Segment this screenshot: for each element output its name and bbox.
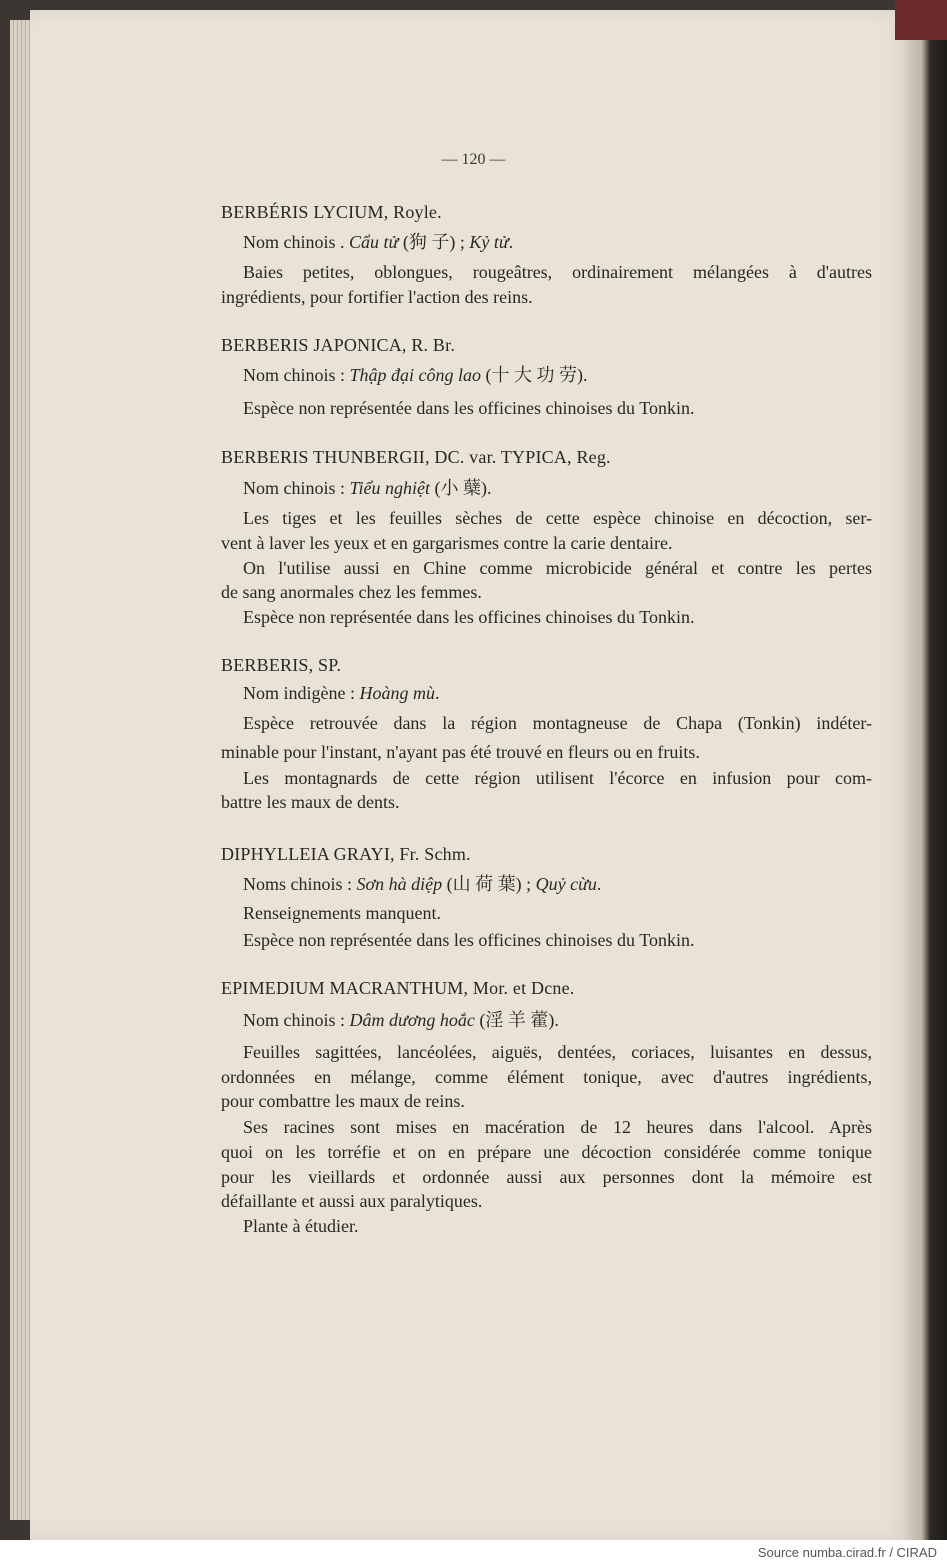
name-term: Tiểu nghiệt [349, 478, 430, 498]
name-text: Noms chinois : [243, 874, 357, 894]
chinese-name-line [243, 477, 492, 499]
entry-heading: BERBERIS JAPONICA, R. Br. [221, 335, 456, 355]
paragraph-line: Espèce non représentée dans les officines chinoises du Tonkin. [243, 398, 695, 418]
paragraph-line: Espèce non représentée dans les officines chinoises du Tonkin. [243, 930, 695, 950]
paragraph-line: de sang anormales chez les femmes. [221, 582, 482, 602]
paragraph-line: Feuilles sagittées, lancéolées, aiguës, dentées, coriaces, luisantes en dessus, [243, 1042, 872, 1062]
name-text: . [434, 683, 440, 703]
paragraph-line: ingrédients, pour fortifier l'action des reins. [221, 287, 533, 307]
chinese-name-line [243, 682, 439, 704]
name-text: (小 蘖). [430, 478, 492, 498]
entry-heading: BERBERIS, SP. [221, 655, 342, 675]
name-text: (十 大 功 劳). [481, 365, 588, 385]
paragraph-line: ordonnées en mélange, comme élément tonique, avec d'autres ingrédients, [221, 1067, 872, 1087]
paragraph-line: Les tiges et les feuilles sèches de cette espèce chinoise en décoction, ser- [243, 508, 872, 528]
paragraph-line: pour les vieillards et ordonnée aussi aux personnes dont la mémoire est [221, 1167, 872, 1187]
name-text: Nom chinois : [243, 365, 350, 385]
name-text: . [596, 874, 602, 894]
paragraph-line: Espèce non représentée dans les officines chinoises du Tonkin. [243, 607, 695, 627]
paragraph-line: Espèce retrouvée dans la région montagneuse de Chapa (Tonkin) indéter- [243, 713, 872, 733]
entry-heading: DIPHYLLEIA GRAYI, Fr. Schm. [221, 844, 471, 864]
name-text: (淫 羊 藿). [474, 1010, 559, 1030]
name-text: Nom indigène : [243, 683, 360, 703]
name-text: . [508, 232, 514, 252]
paragraph-line: vent à laver les yeux et en gargarismes contre la carie dentaire. [221, 533, 673, 553]
entry-heading: EPIMEDIUM MACRANTHUM, Mor. et Dcne. [221, 978, 575, 998]
source-credit: Source numba.cirad.fr / CIRAD [757, 1545, 937, 1560]
chinese-name-line [243, 1009, 559, 1031]
paragraph-line: Renseignements manquent. [243, 903, 441, 923]
name-term: Thập đại công lao [349, 365, 482, 385]
paragraph-line: minable pour l'instant, n'ayant pas été trouvé en fleurs ou en fruits. [221, 742, 700, 762]
name-term: Cẩu tử [349, 232, 399, 252]
book-spine-edge [905, 0, 947, 1540]
chinese-name-line [243, 873, 601, 895]
name-text: Nom chinois . [243, 232, 349, 252]
paragraph-line: Plante à étudier. [243, 1216, 359, 1236]
name-text: (狗 子) ; [398, 232, 470, 252]
paragraph-line: Baies petites, oblongues, rougeâtres, ordinairement mélangées à d'autres [243, 262, 872, 282]
paragraph-line: Ses racines sont mises en macération de 12 heures dans l'alcool. Après [243, 1117, 872, 1137]
paragraph-line: quoi on les torréfie et on en prépare une décoction considérée comme tonique [221, 1142, 872, 1162]
chinese-name-line [243, 364, 588, 386]
entry-heading: BERBÉRIS LYCIUM, Royle. [221, 202, 442, 222]
entry-heading: BERBERIS THUNBERGII, DC. var. TYPICA, Reg. [221, 447, 611, 467]
name-text: Nom chinois : [243, 1010, 350, 1030]
name-term: Sơn hà diệp [356, 874, 443, 894]
name-term: Kỷ tử [469, 232, 509, 252]
paragraph-line: battre les maux de dents. [221, 792, 400, 812]
name-term: Hoàng mù [359, 683, 435, 703]
name-text: Nom chinois : [243, 478, 350, 498]
paragraph-line: Les montagnards de cette région utilisent l'écorce en infusion pour com- [243, 768, 872, 788]
name-term: Quỷ cừu [535, 874, 597, 894]
paragraph-line: On l'utilise aussi en Chine comme microbicide général et contre les pertes [243, 558, 872, 578]
bookmark-ribbon [895, 0, 947, 40]
chinese-name-line [243, 231, 513, 253]
name-text: (山 荷 葉) ; [442, 874, 536, 894]
paragraph-line: pour combattre les maux de reins. [221, 1091, 465, 1111]
page-number: — 120 — [441, 151, 506, 168]
name-term: Dâm dương hoắc [349, 1010, 475, 1030]
paragraph-line: défaillante et aussi aux paralytiques. [221, 1191, 483, 1211]
